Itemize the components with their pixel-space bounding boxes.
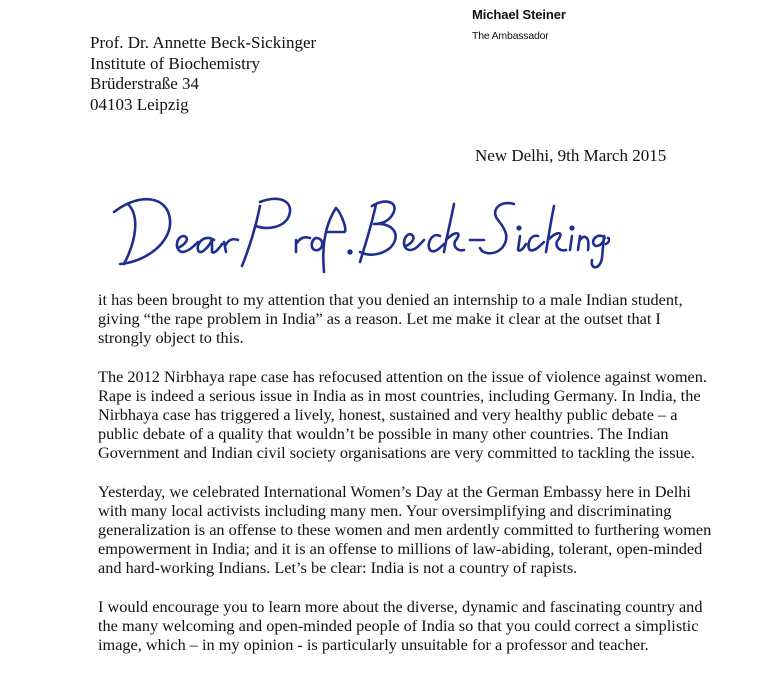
recipient-address xyxy=(90,33,316,115)
letter-body xyxy=(98,290,712,673)
sender-name: Michael Steiner xyxy=(472,7,566,22)
body-paragraph xyxy=(98,481,712,578)
body-line: Yesterday, we celebrated International Women’s Day at the German Embassy here in Delhi xyxy=(98,481,691,501)
body-line: empowerment in India; and it is an offense to millions of law-abiding, tolerant, open-minded xyxy=(98,539,703,559)
handwritten-salutation xyxy=(110,186,610,276)
body-line: Government and Indian civil society organisations are very committed to tackling the issue. xyxy=(98,443,695,463)
body-line: public debate of a quality that wouldn’t be possible in many other countries. The Indian xyxy=(98,424,669,444)
recipient-line: Institute of Biochemistry xyxy=(90,53,260,73)
body-line: the many welcoming and open-minded people of India so that you could correct a simplistic xyxy=(98,615,699,635)
body-line: it has been brought to my attention that you denied an internship to a male Indian student, xyxy=(98,290,683,309)
body-line: and hard-working Indians. Let’s be clear: India is not a country of rapists. xyxy=(98,558,578,578)
body-line: giving “the rape problem in India” as a reason. Let me make it clear at the outset that I xyxy=(98,309,661,329)
sender-title: The Ambassador xyxy=(472,30,549,42)
recipient-line: Brüderstraße 34 xyxy=(90,74,200,93)
body-line: Nirbhaya case has triggered a lively, honest, sustained and very healthy public debate – a xyxy=(98,405,678,425)
body-line: I would encourage you to learn more about the diverse, dynamic and fascinating country and xyxy=(98,596,703,616)
dateline: New Delhi, 9th March 2015 xyxy=(475,146,667,165)
body-paragraph xyxy=(98,290,698,348)
body-line: with many local activists including many men. Your oversimplifying and discriminating xyxy=(98,500,672,520)
body-line: generalization is an offense to these women and men ardently committed to furthering women xyxy=(98,520,712,540)
body-line: image, which – in my opinion - is particularly unsuitable for a professor and teacher. xyxy=(98,635,649,655)
body-line: Rape is indeed a serious issue in India as in most countries, including Germany. In India, the xyxy=(98,385,701,405)
body-line: strongly object to this. xyxy=(98,328,244,348)
sender-block xyxy=(472,6,566,44)
body-paragraph xyxy=(98,596,703,655)
body-line: The 2012 Nirbhaya rape case has refocused attention on the issue of violence against women. xyxy=(98,366,707,386)
body-paragraph xyxy=(98,366,707,463)
recipient-line: Prof. Dr. Annette Beck-Sickinger xyxy=(90,33,317,52)
handwritten-salutation-signature xyxy=(110,186,610,276)
recipient-line: 04103 Leipzig xyxy=(90,94,189,114)
